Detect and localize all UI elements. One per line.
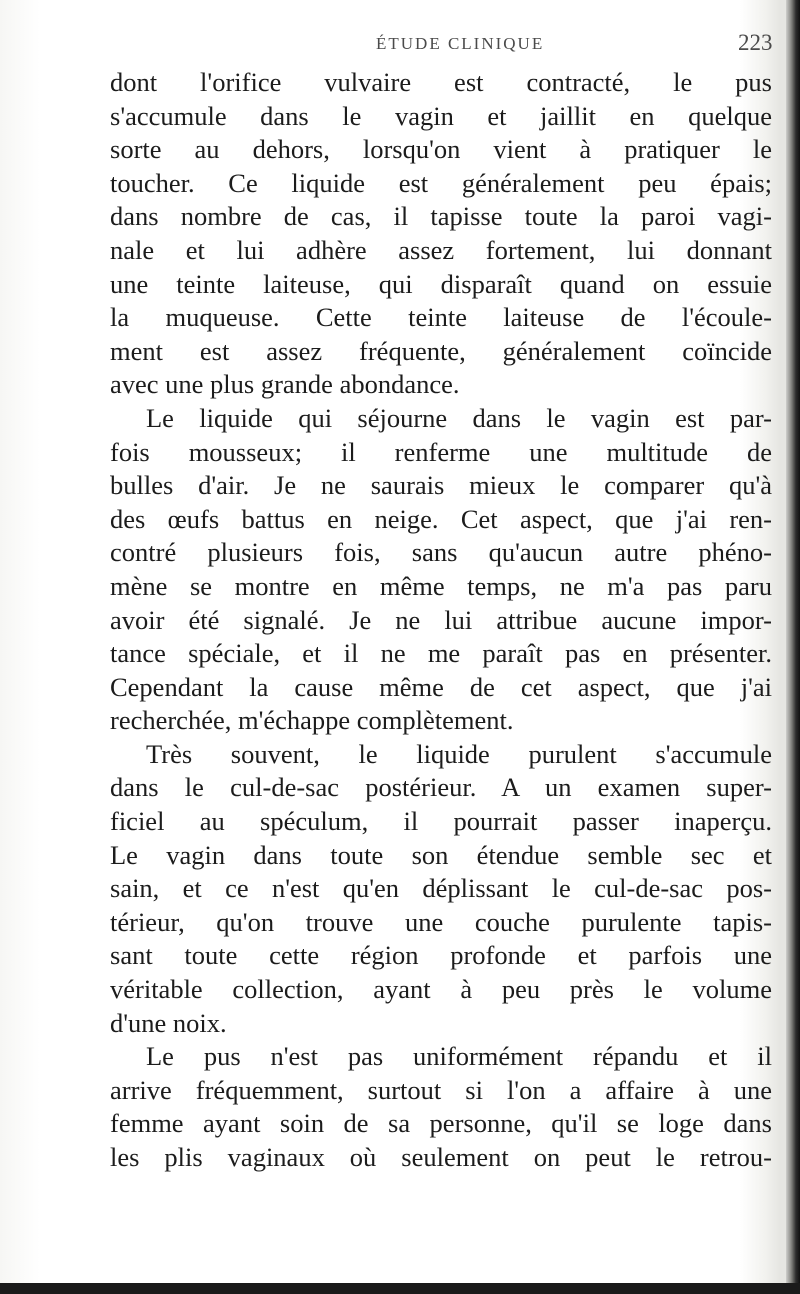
page-binding-edge [786, 0, 800, 1294]
text-line: ment est assez fréquente, généralement coïncide [110, 335, 772, 366]
paragraph-start-line: Le liquide qui séjourne dans le vagin est par- [146, 402, 772, 433]
text-line: sain, et ce n'est qu'en déplissant le cul-de-sac pos- [110, 873, 772, 904]
text-line: la muqueuse. Cette teinte laiteuse de l'écoule- [110, 302, 772, 333]
running-head: ÉTUDE CLINIQUE [376, 34, 545, 53]
paragraph-start-line: Très souvent, le liquide purulent s'accumule [146, 738, 772, 769]
text-line: femme ayant soin de sa personne, qu'il se loge dans [110, 1108, 772, 1139]
text-line: dont l'orifice vulvaire est contracté, le pus [110, 67, 772, 97]
text-line: s'accumule dans le vagin et jaillit en quelque [110, 100, 772, 131]
text-line: tance spéciale, et il ne me paraît pas en présenter. [110, 638, 772, 669]
text-line: contré plusieurs fois, sans qu'aucun autre phéno- [110, 537, 772, 568]
text-line: dans le cul-de-sac postérieur. A un examen super- [110, 772, 772, 803]
text-line: nale et lui adhère assez fortement, lui donnant [110, 234, 772, 265]
text-line: arrive fréquemment, surtout si l'on a affaire à une [110, 1074, 772, 1105]
text-line: sorte au dehors, lorsqu'on vient à pratiquer le [110, 134, 772, 165]
text-line: dans nombre de cas, il tapisse toute la paroi vagi- [110, 201, 772, 232]
text-line: avoir été signalé. Je ne lui attribue aucune impor- [110, 604, 772, 635]
text-line: une teinte laiteuse, qui disparaît quand on essuie [110, 268, 772, 299]
paragraph-end-line: d'une noix. [110, 1007, 227, 1038]
text-line: sant toute cette région profonde et parfois une [110, 940, 772, 971]
text-line: mène se montre en même temps, ne m'a pas paru [110, 570, 772, 601]
text-line: les plis vaginaux où seulement on peut le retrou- [110, 1142, 772, 1172]
text-line: térieur, qu'on trouve une couche purulente tapis- [110, 906, 772, 937]
paragraph-end-line: recherchée, m'échappe complètement. [110, 705, 514, 736]
text-line: véritable collection, ayant à peu près le volume [110, 974, 772, 1005]
text-line: fois mousseux; il renferme une multitude de [110, 436, 772, 467]
page-number: 223 [738, 30, 773, 55]
body-text [110, 66, 772, 1175]
text-line: ficiel au spéculum, il pourrait passer inaperçu. [110, 806, 772, 837]
bottom-rule [0, 1283, 800, 1294]
paragraph-start-line: Le pus n'est pas uniformément répandu et il [146, 1041, 772, 1072]
page-header [110, 30, 773, 60]
text-line: toucher. Ce liquide est généralement peu épais; [110, 167, 772, 198]
text-line: Cependant la cause même de cet aspect, que j'ai [110, 671, 772, 702]
paragraph-end-line: avec une plus grande abondance. [110, 369, 460, 400]
text-line: Le vagin dans toute son étendue semble sec et [110, 839, 772, 870]
text-line: des œufs battus en neige. Cet aspect, que j'ai ren- [110, 503, 772, 534]
text-line: bulles d'air. Je ne saurais mieux le comparer qu'à [110, 470, 772, 501]
